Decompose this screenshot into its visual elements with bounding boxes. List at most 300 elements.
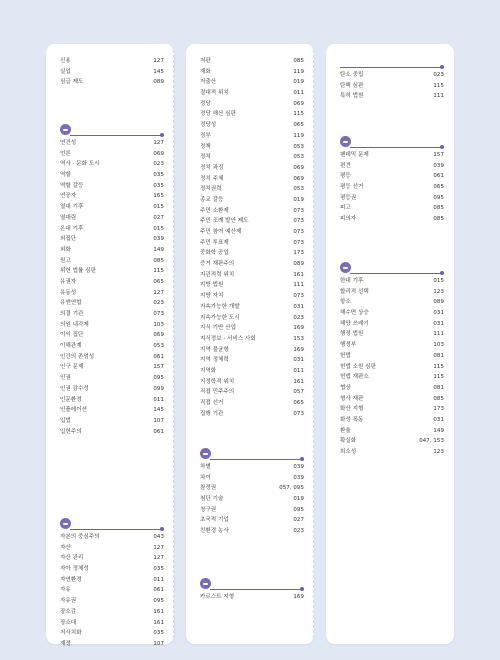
index-page-number: 073 — [293, 410, 304, 417]
index-entry — [200, 259, 304, 270]
index-entry — [200, 302, 304, 313]
index-section-pieup — [340, 136, 444, 225]
index-column-3 — [326, 44, 454, 644]
section-divider — [210, 589, 302, 590]
index-page-number: 169 — [293, 346, 304, 353]
index-term: 한대 기후 — [340, 278, 364, 284]
index-entry — [340, 91, 444, 102]
index-entry — [60, 416, 164, 427]
section-divider-dot — [160, 527, 164, 531]
index-term: 외화 — [60, 246, 71, 253]
index-entry — [340, 436, 444, 447]
index-entry — [60, 277, 164, 288]
index-term: 연건성 — [60, 140, 77, 146]
index-page-number: 069 — [293, 100, 304, 107]
index-entry — [60, 564, 164, 575]
index-term: 피의자 — [340, 216, 357, 223]
index-column-1 — [46, 44, 174, 647]
index-entry — [200, 206, 304, 217]
index-term: 신용 — [60, 58, 71, 64]
index-term: 정당 — [200, 100, 211, 107]
section-divider-dot — [440, 65, 444, 69]
index-page-number: 127 — [153, 544, 164, 551]
index-page-number: 073 — [293, 218, 304, 225]
index-term: 탄소 중립 — [340, 72, 364, 78]
index-term: 자본의 중심주의 — [60, 534, 100, 540]
index-term: 의원 내각제 — [60, 321, 89, 328]
index-entry — [60, 159, 164, 170]
index-page-number: 019 — [293, 196, 304, 203]
index-page-number: 069 — [153, 332, 164, 339]
index-entry — [200, 398, 304, 409]
index-page-number: 023 — [433, 72, 444, 78]
index-entry — [340, 329, 444, 340]
index-page-number: 115 — [433, 374, 444, 381]
index-entry — [60, 427, 164, 438]
index-term: 특허 법원 — [340, 93, 364, 100]
index-term: 행정 법원 — [340, 331, 364, 338]
index-entry — [340, 415, 444, 426]
index-page-number: 173 — [293, 250, 304, 257]
index-term: 인권 감수성 — [60, 385, 89, 392]
index-term: 정치 과정 — [200, 164, 224, 171]
index-term: 역사 · 문화 도시 — [60, 161, 100, 168]
index-page-number: 127 — [153, 58, 164, 64]
index-page-number: 031 — [433, 416, 444, 423]
index-section-hieut — [340, 262, 444, 458]
index-page-number: 015 — [153, 225, 164, 232]
index-page-number: 011 — [293, 367, 304, 374]
index-page-number: 053 — [293, 186, 304, 193]
index-entry — [60, 77, 164, 88]
index-entry — [200, 313, 304, 324]
index-term: 초국적 기업 — [200, 517, 229, 524]
index-page-number: 073 — [293, 239, 304, 246]
index-term: 헌법 재판소 — [340, 374, 369, 381]
index-entry — [340, 287, 444, 298]
index-page-number: 073 — [293, 207, 304, 214]
index-page-number: 031 — [433, 310, 444, 317]
index-entry — [200, 334, 304, 345]
index-entry — [60, 213, 164, 224]
section-header — [60, 124, 164, 136]
index-entry — [200, 494, 304, 505]
index-entry — [200, 88, 304, 99]
index-term: 첨단 기술 — [200, 496, 224, 503]
index-page-number: 169 — [293, 594, 304, 600]
section-letter-badge-icon — [200, 578, 211, 589]
index-term: 희소성 — [340, 449, 357, 455]
index-entries — [200, 56, 304, 419]
index-page-number: 161 — [293, 271, 304, 278]
index-term: 저출산 — [200, 79, 217, 86]
index-term: 지역 정체력 — [200, 357, 229, 364]
index-term: 주민 참여 예산제 — [200, 229, 242, 235]
index-page-number: 039 — [293, 474, 304, 481]
index-entry — [200, 355, 304, 366]
index-term: 역할 갈등 — [60, 182, 84, 189]
index-term: 역할 — [60, 172, 71, 179]
index-entry — [340, 362, 444, 373]
index-section-jieut-continued — [200, 56, 304, 419]
index-page-number: 047, 153 — [419, 438, 444, 445]
index-page-number: 031 — [433, 320, 444, 327]
index-term: 지식정보 · 서비스 사회 — [200, 335, 256, 342]
index-entry — [200, 174, 304, 185]
index-entry — [60, 245, 164, 256]
section-divider — [340, 67, 442, 68]
index-page-number: 035 — [153, 566, 164, 573]
index-term: 정치 — [200, 154, 211, 161]
index-page-number: 115 — [293, 111, 304, 118]
index-entry — [60, 628, 164, 639]
index-page-number: 081 — [433, 384, 444, 391]
index-page-number: 153 — [293, 335, 304, 342]
section-letter-badge-icon — [340, 262, 351, 273]
index-entry — [60, 288, 164, 299]
index-term: 편견 — [340, 162, 351, 169]
section-divider-dot — [440, 145, 444, 149]
index-entry — [200, 99, 304, 110]
index-term: 피고 — [340, 205, 351, 212]
index-page-number: 027 — [293, 517, 304, 524]
section-header — [200, 578, 304, 590]
index-page-number: 069 — [153, 150, 164, 157]
index-page-number: 103 — [433, 342, 444, 349]
index-term: 자유권 — [60, 598, 77, 605]
index-page-number: 011 — [153, 396, 164, 403]
index-entry — [200, 515, 304, 526]
index-page-number: 015 — [433, 278, 444, 284]
index-page-number: 157 — [153, 364, 164, 371]
index-term: 정당 해산 심판 — [200, 111, 236, 118]
index-page-number: 111 — [433, 93, 444, 100]
index-page-number: 095 — [153, 375, 164, 382]
index-term: 형사 재판 — [340, 395, 364, 402]
index-entries — [200, 592, 304, 603]
index-page-number: 085 — [433, 216, 444, 223]
index-term: 저사치화 — [60, 630, 82, 637]
index-section-chieut — [200, 448, 304, 537]
index-term: 재화 — [200, 68, 211, 75]
index-entry — [340, 276, 444, 287]
section-header — [200, 448, 304, 460]
index-term: 화성 폭동 — [340, 416, 364, 423]
index-entry — [200, 323, 304, 334]
index-entry — [60, 639, 164, 650]
index-page-number: 161 — [153, 608, 164, 615]
index-entry — [340, 372, 444, 383]
index-page-number: 149 — [153, 246, 164, 253]
index-page-number: 027 — [153, 214, 164, 221]
index-entry — [200, 56, 304, 67]
index-term: 인문환경 — [60, 396, 82, 403]
index-page-number: 073 — [293, 229, 304, 235]
index-entry — [200, 377, 304, 388]
index-term: 주민 소환제 — [200, 207, 229, 214]
index-page-number: 011 — [293, 90, 304, 97]
index-entry — [200, 227, 304, 238]
index-term: 참정권 — [200, 485, 217, 492]
glossary-index-page — [46, 44, 454, 647]
index-page-number: 089 — [153, 79, 164, 86]
index-term: 정부 — [200, 132, 211, 139]
index-entries — [340, 70, 444, 102]
index-page-number: 107 — [153, 417, 164, 424]
index-entry — [60, 384, 164, 395]
index-entry — [200, 280, 304, 291]
index-entry — [200, 216, 304, 227]
index-entry — [60, 352, 164, 363]
index-entry — [60, 56, 164, 67]
index-term: 자유 — [60, 587, 71, 594]
index-entries — [60, 138, 164, 437]
index-page-number: 099 — [153, 385, 164, 392]
index-term: 이해관계 — [60, 343, 82, 350]
index-entry — [200, 152, 304, 163]
index-entry — [60, 202, 164, 213]
index-entry — [200, 238, 304, 249]
index-term: 저판 — [200, 58, 211, 64]
index-term: 직접 선거 — [200, 400, 224, 406]
index-page-number: 103 — [153, 321, 164, 328]
section-divider — [70, 135, 162, 136]
index-page-number: 119 — [293, 132, 304, 139]
index-page-number: 085 — [433, 205, 444, 212]
index-term: 차별 — [200, 464, 211, 470]
index-entry — [200, 387, 304, 398]
index-term: 지관적력 위치 — [200, 271, 235, 278]
index-entry — [340, 70, 444, 81]
index-entry — [60, 405, 164, 416]
index-page-number: 053 — [293, 154, 304, 161]
index-entry — [340, 182, 444, 193]
index-term: 종교 갈등 — [200, 196, 224, 203]
index-term: 해양 쓰레기 — [340, 320, 369, 327]
index-entry — [60, 373, 164, 384]
index-page-number: 031 — [293, 303, 304, 310]
index-term: 유엔연합 — [60, 300, 82, 307]
index-page-number: 073 — [293, 293, 304, 300]
index-entry — [340, 297, 444, 308]
index-term: 열대림 — [60, 214, 77, 221]
index-page-number: 061 — [153, 428, 164, 435]
section-divider — [350, 147, 442, 148]
section-divider-dot — [300, 457, 304, 461]
index-term: 팬데믹 문제 — [340, 152, 369, 158]
index-page-number: 015 — [153, 204, 164, 211]
index-entries — [60, 532, 164, 650]
index-term: 집행 기관 — [200, 410, 224, 417]
index-term: 인구 문제 — [60, 364, 84, 371]
index-entry — [200, 505, 304, 516]
index-entry — [200, 109, 304, 120]
index-entry — [60, 138, 164, 149]
index-page-number: 123 — [433, 449, 444, 455]
index-term: 지식 기반 산업 — [200, 325, 236, 332]
index-entries — [340, 276, 444, 458]
index-term: 절대적 위치 — [200, 90, 229, 97]
index-term: 평등 — [340, 173, 351, 180]
index-term: 탄핵 심판 — [340, 82, 364, 89]
index-term: 장소대 — [60, 619, 77, 626]
section-divider — [210, 459, 302, 460]
index-page-number: 169 — [293, 325, 304, 332]
index-page-number: 127 — [153, 140, 164, 146]
index-page-number: 095 — [433, 194, 444, 201]
index-term: 헌법 소원 심판 — [340, 363, 376, 370]
index-term: 지역 불균형 — [200, 346, 229, 353]
index-entry — [340, 161, 444, 172]
section-letter-badge-icon — [60, 124, 71, 135]
index-page-number: 127 — [153, 555, 164, 562]
index-page-number: 035 — [153, 630, 164, 637]
index-page-number: 031 — [293, 357, 304, 364]
index-term: 항소 — [340, 299, 351, 306]
index-page-number: 111 — [293, 282, 304, 289]
index-term: 차이 — [200, 474, 211, 481]
index-page-number: 011 — [153, 576, 164, 583]
index-entry — [60, 266, 164, 277]
index-term: 평등 선거 — [340, 184, 364, 191]
index-term: 중화학 공업 — [200, 250, 229, 257]
index-entry — [60, 191, 164, 202]
index-entry — [200, 77, 304, 88]
index-term: 해수면 상승 — [340, 310, 369, 317]
index-term: 행정부 — [340, 342, 357, 349]
index-page-number: 035 — [153, 172, 164, 179]
index-term: 원고 — [60, 257, 71, 264]
section-divider — [350, 273, 442, 274]
index-term: 지방 자치 — [200, 293, 224, 300]
index-term: 정책 — [200, 143, 211, 150]
index-term: 재정 — [60, 640, 71, 647]
index-term: 헌법 — [340, 352, 351, 359]
index-term: 지방 법원 — [200, 282, 224, 289]
index-entry — [200, 462, 304, 473]
index-entry — [60, 298, 164, 309]
index-page-number: 165 — [153, 193, 164, 200]
index-page-number: 107 — [153, 640, 164, 647]
index-entries — [200, 462, 304, 537]
index-page-number: 095 — [153, 598, 164, 605]
index-term: 지속가능한 도시 — [200, 314, 240, 321]
index-page-number: 115 — [153, 268, 164, 275]
index-page-number: 023 — [153, 300, 164, 307]
index-page-number: 119 — [293, 68, 304, 75]
section-header — [340, 262, 444, 274]
index-entry — [60, 395, 164, 406]
index-entry — [340, 319, 444, 330]
index-entry — [340, 308, 444, 319]
index-term: 인권 — [60, 375, 71, 382]
index-page-number: 043 — [153, 534, 164, 540]
index-entry — [60, 67, 164, 78]
index-entry — [60, 596, 164, 607]
index-entry — [200, 142, 304, 153]
index-page-number: 019 — [293, 79, 304, 86]
index-entry — [340, 150, 444, 161]
index-entry — [200, 184, 304, 195]
index-entry — [60, 149, 164, 160]
index-entry — [340, 340, 444, 351]
index-entry — [200, 483, 304, 494]
index-entries — [340, 150, 444, 225]
index-term: 직접 민주주의 — [200, 389, 235, 396]
index-term: 주민 조례 발안 제도 — [200, 218, 249, 225]
index-entry — [200, 345, 304, 356]
section-letter-badge-icon — [200, 448, 211, 459]
index-section-kieuk — [200, 578, 304, 603]
index-term: 청구권 — [200, 506, 217, 513]
index-term: 정치 주체 — [200, 175, 224, 182]
section-letter-badge-icon — [340, 136, 351, 147]
index-term: 자아 정체성 — [60, 566, 89, 573]
index-page-number: 023 — [293, 314, 304, 321]
index-term: 입법 — [60, 417, 71, 424]
index-entry — [60, 170, 164, 181]
index-page-number: 089 — [433, 299, 444, 306]
index-entry — [340, 394, 444, 405]
index-page-number: 053 — [153, 343, 164, 350]
index-term: 화산 지형 — [340, 406, 364, 413]
index-section-s-continued — [60, 56, 164, 88]
index-page-number: 039 — [433, 162, 444, 169]
index-entry — [60, 341, 164, 352]
index-entry — [340, 404, 444, 415]
index-page-number: 111 — [433, 331, 444, 338]
index-page-number: 065 — [293, 122, 304, 129]
index-term: 자연환경 — [60, 576, 82, 583]
index-page-number: 035 — [153, 182, 164, 189]
index-page-number: 053 — [293, 143, 304, 150]
index-term: 지정학적 위치 — [200, 378, 235, 385]
index-term: 유권자 — [60, 278, 77, 285]
index-entry — [340, 214, 444, 225]
index-page-number: 145 — [153, 407, 164, 414]
section-header — [340, 56, 444, 68]
index-entry — [200, 131, 304, 142]
index-entry — [60, 362, 164, 373]
index-term: 자산 관리 — [60, 555, 84, 562]
index-page-number: 061 — [153, 587, 164, 594]
index-term: 지속가능한 개발 — [200, 303, 240, 310]
index-page-number: 127 — [153, 289, 164, 296]
index-term: 친환경 농사 — [200, 528, 229, 535]
index-page-number: 145 — [153, 68, 164, 75]
index-entry — [340, 447, 444, 458]
index-column-2 — [186, 44, 314, 644]
index-entry — [60, 224, 164, 235]
index-section-ieung — [60, 124, 164, 437]
index-page-number: 085 — [153, 257, 164, 264]
index-page-number: 173 — [433, 406, 444, 413]
index-term: 자산 — [60, 544, 71, 551]
index-term: 장소감 — [60, 608, 77, 615]
index-term: 평등권 — [340, 194, 357, 201]
index-page-number: 039 — [293, 464, 304, 470]
index-page-number: 065 — [433, 184, 444, 191]
index-entry — [200, 366, 304, 377]
index-term: 주민 투표제 — [200, 239, 229, 246]
index-entry — [200, 67, 304, 78]
index-page-number: 057, 095 — [279, 485, 304, 492]
index-page-number: 065 — [293, 400, 304, 406]
index-entry — [60, 532, 164, 543]
index-term: 입헌주의 — [60, 428, 82, 435]
index-page-number: 073 — [153, 311, 164, 317]
index-page-number: 149 — [433, 427, 444, 434]
